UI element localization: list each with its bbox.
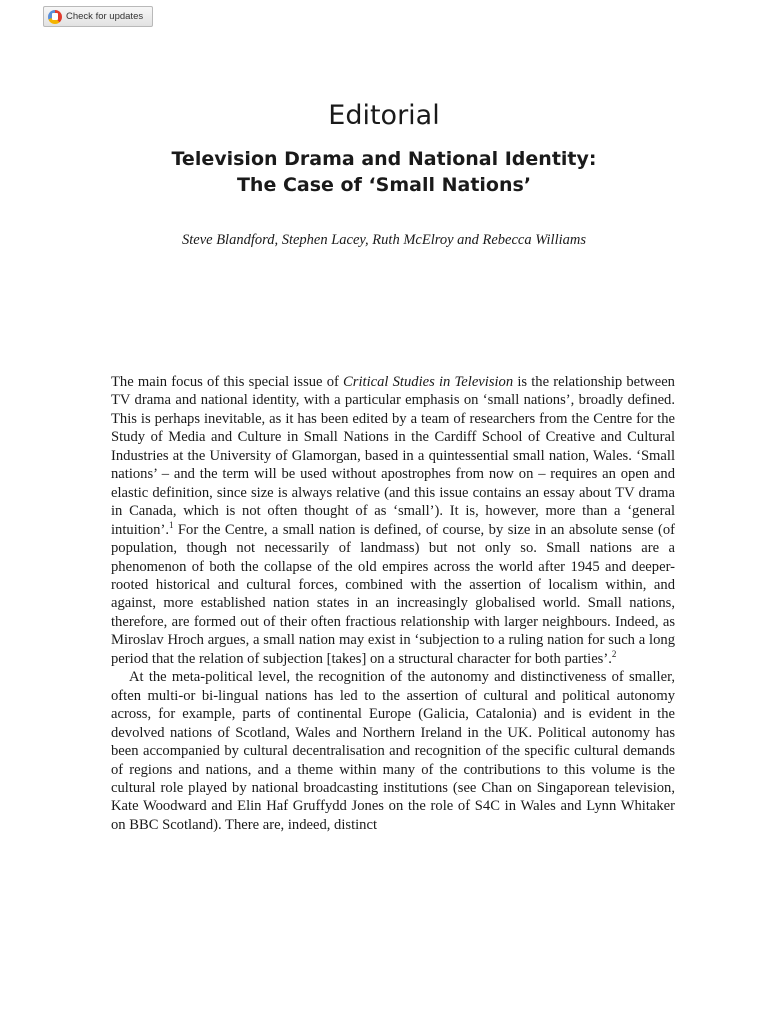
- paragraph-2: At the meta-political level, the recognition of the autonomy and distinctiveness of smaller, often multi-or bi-lingual nations has led to the assertion of cultural and political autonomy across, for example, parts of continental Europe (Galicia, Catalonia) and is evident in the devolved nations of Scotland, Wales and Northern Ireland in the UK. Political autonomy has been accompanied by cultural decentralisation and recognition of the specific cultural demands of regions and nations, and a theme within many of the contributions to this volume is the cultural role played by national broadcasting institutions (see Chan on Singaporean television, Kate Woodward and Elin Haf Gruffydd Jones on the role of S4C in Wales and Lynn Whitaker on BBC Scotland). There are, indeed, distinct: [111, 669, 675, 833]
- author-list: Steve Blandford, Stephen Lacey, Ruth McElroy and Rebecca Williams: [181, 232, 586, 248]
- footnote-ref-2[interactable]: 2: [611, 648, 617, 659]
- paragraph-1: [111, 373, 675, 668]
- article-subtitle: [0, 146, 768, 198]
- subtitle-line-2: The Case of ‘Small Nations’: [236, 174, 532, 196]
- journal-title: Critical Studies in Television: [343, 374, 514, 390]
- article-heading: Editorial: [328, 100, 440, 131]
- check-for-updates-label: Check for updates: [66, 11, 144, 22]
- footnote-ref-1[interactable]: 1: [168, 519, 174, 530]
- check-for-updates-button[interactable]: [43, 6, 153, 27]
- paragraph-1-text-b: is the relationship between TV drama and national identity, with a particular emphasis on ‘small nations’, broadly defined. This is perhaps inevitable, as it has been edited by a team of researchers from the Centre for the Study of Media and Culture in Small Nations in the Cardiff School of Creative and Cultural Industries at the University of Glamorgan, based in a quintessential small nation, Wales. ‘Small nations’ – and the term will be used without apostrophes from now on – requires an open and elastic definition, since size is always relative (and this issue contains an essay about TV drama in Canada, which is not often thought of as ‘small’). It is, however, more than a ‘general intuition’.: [111, 374, 675, 538]
- crossmark-icon: [48, 10, 62, 24]
- paragraph-1-text-a: The main focus of this special issue of: [111, 374, 344, 390]
- subtitle-line-1: Television Drama and National Identity:: [171, 148, 597, 170]
- paragraph-1-text-c: For the Centre, a small nation is defined, of course, by size in an absolute sense (of population, though not necessarily of landmass) but not only so. Small nations are a phenomenon of both the collapse of the old empires across the world after 1945 and deeper-rooted historical and cultural forces, combined with the assertion of localism within, and against, more established nation states in an increasingly globalised world. Small nations, therefore, are formed out of their often fractious relationship with larger neighbours. Indeed, as Miroslav Hroch argues, a small nation may exist in ‘subjection to a ruling nation for such a long period that the relation of subjection [takes] on a structural character for both parties’.: [111, 521, 675, 667]
- article-body: [111, 373, 675, 834]
